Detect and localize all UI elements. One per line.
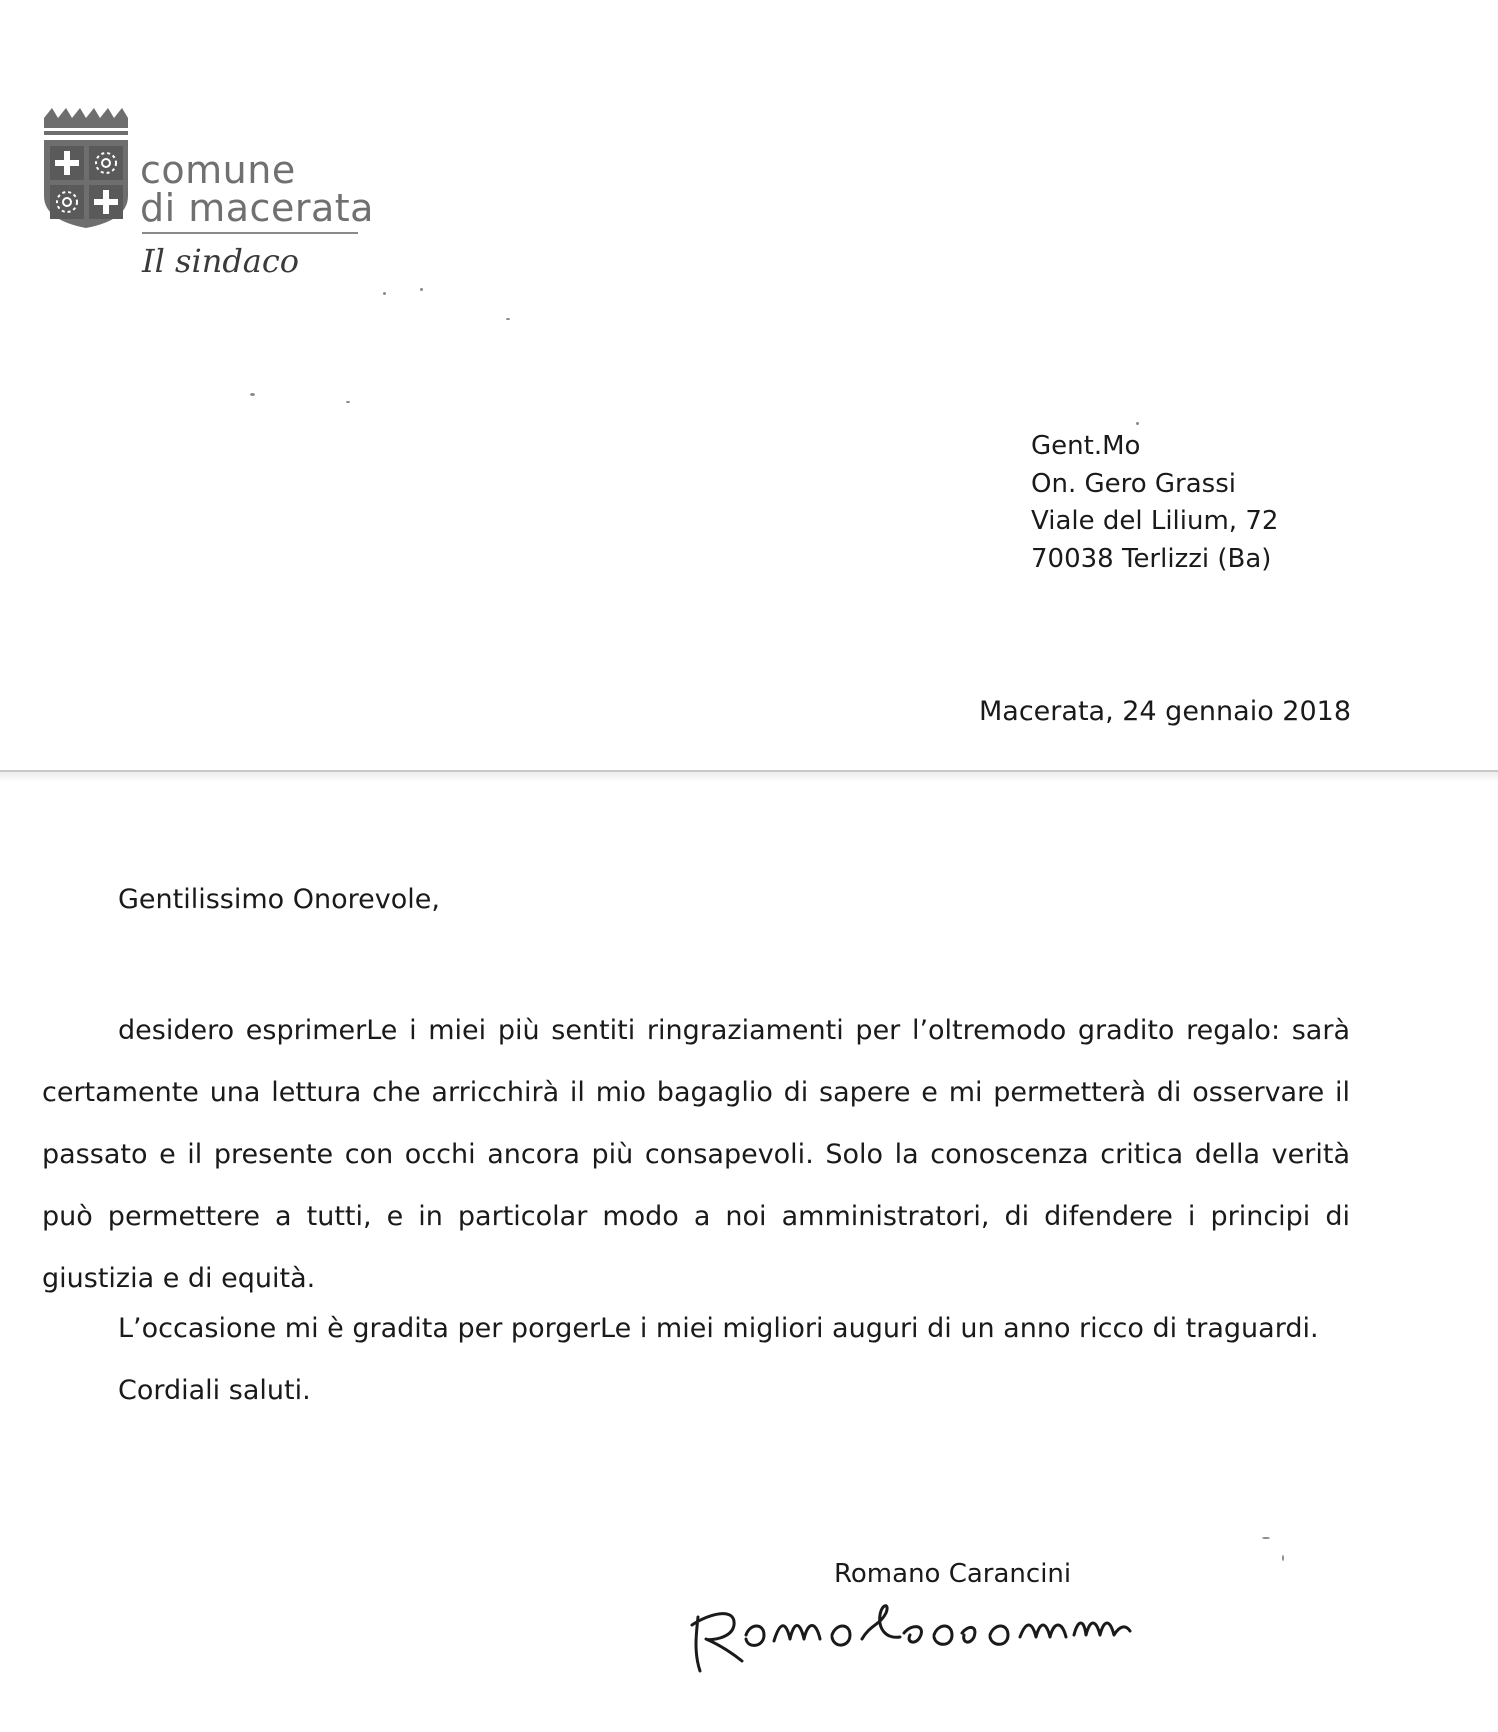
- letterhead: [42, 104, 372, 284]
- sender-role: Il sindaco: [142, 242, 300, 280]
- recipient-line: On. Gero Grassi: [1031, 468, 1236, 499]
- org-name-line-1: comune: [140, 148, 296, 192]
- paper-speck: [250, 393, 255, 396]
- city-crest-logo: [42, 104, 132, 234]
- closing-greeting: Cordiali saluti.: [118, 1375, 311, 1406]
- paper-speck: [383, 292, 386, 295]
- recipient-line: Viale del Lilium, 72: [1031, 506, 1279, 536]
- letter-date: Macerata, 24 gennaio 2018: [979, 696, 1352, 727]
- paper-speck: [346, 401, 350, 403]
- recipient-address: [1031, 428, 1278, 578]
- closing-wishes: L’occasione mi è gradita per porgerLe i miei migliori auguri di un anno ricco di traguardi.: [118, 1313, 1319, 1344]
- paper-fold-shadow: [0, 772, 1498, 782]
- salutation: Gentilissimo Onorevole,: [118, 884, 440, 915]
- letterhead-divider: [142, 232, 358, 234]
- body-paragraph: desidero esprimerLe i miei più sentiti ringraziamenti per l’oltremodo gradito regalo: sarà certamente una lettura che arricchirà il mio bagaglio di sapere e mi permetterà di osservare il passato e il presente con occhi ancora più consapevoli. Solo la conoscenza critica della verità può permettere a tutti, e in particolar modo a noi amministratori, di difendere i principi di giustizia e di equità.: [42, 1015, 1350, 1294]
- signatory-name: Romano Carancini: [834, 1559, 1072, 1589]
- paper-speck: [1136, 422, 1139, 425]
- paper-speck: [1262, 1537, 1270, 1539]
- handwritten-signature: [690, 1595, 1280, 1675]
- paper-speck: [506, 318, 510, 320]
- paper-speck: [1282, 1555, 1284, 1561]
- recipient-line: 70038 Terlizzi (Ba): [1031, 543, 1272, 574]
- org-name-line-2: di macerata: [140, 186, 374, 230]
- recipient-line: Gent.Mo: [1031, 431, 1141, 461]
- paper-speck: [420, 288, 423, 291]
